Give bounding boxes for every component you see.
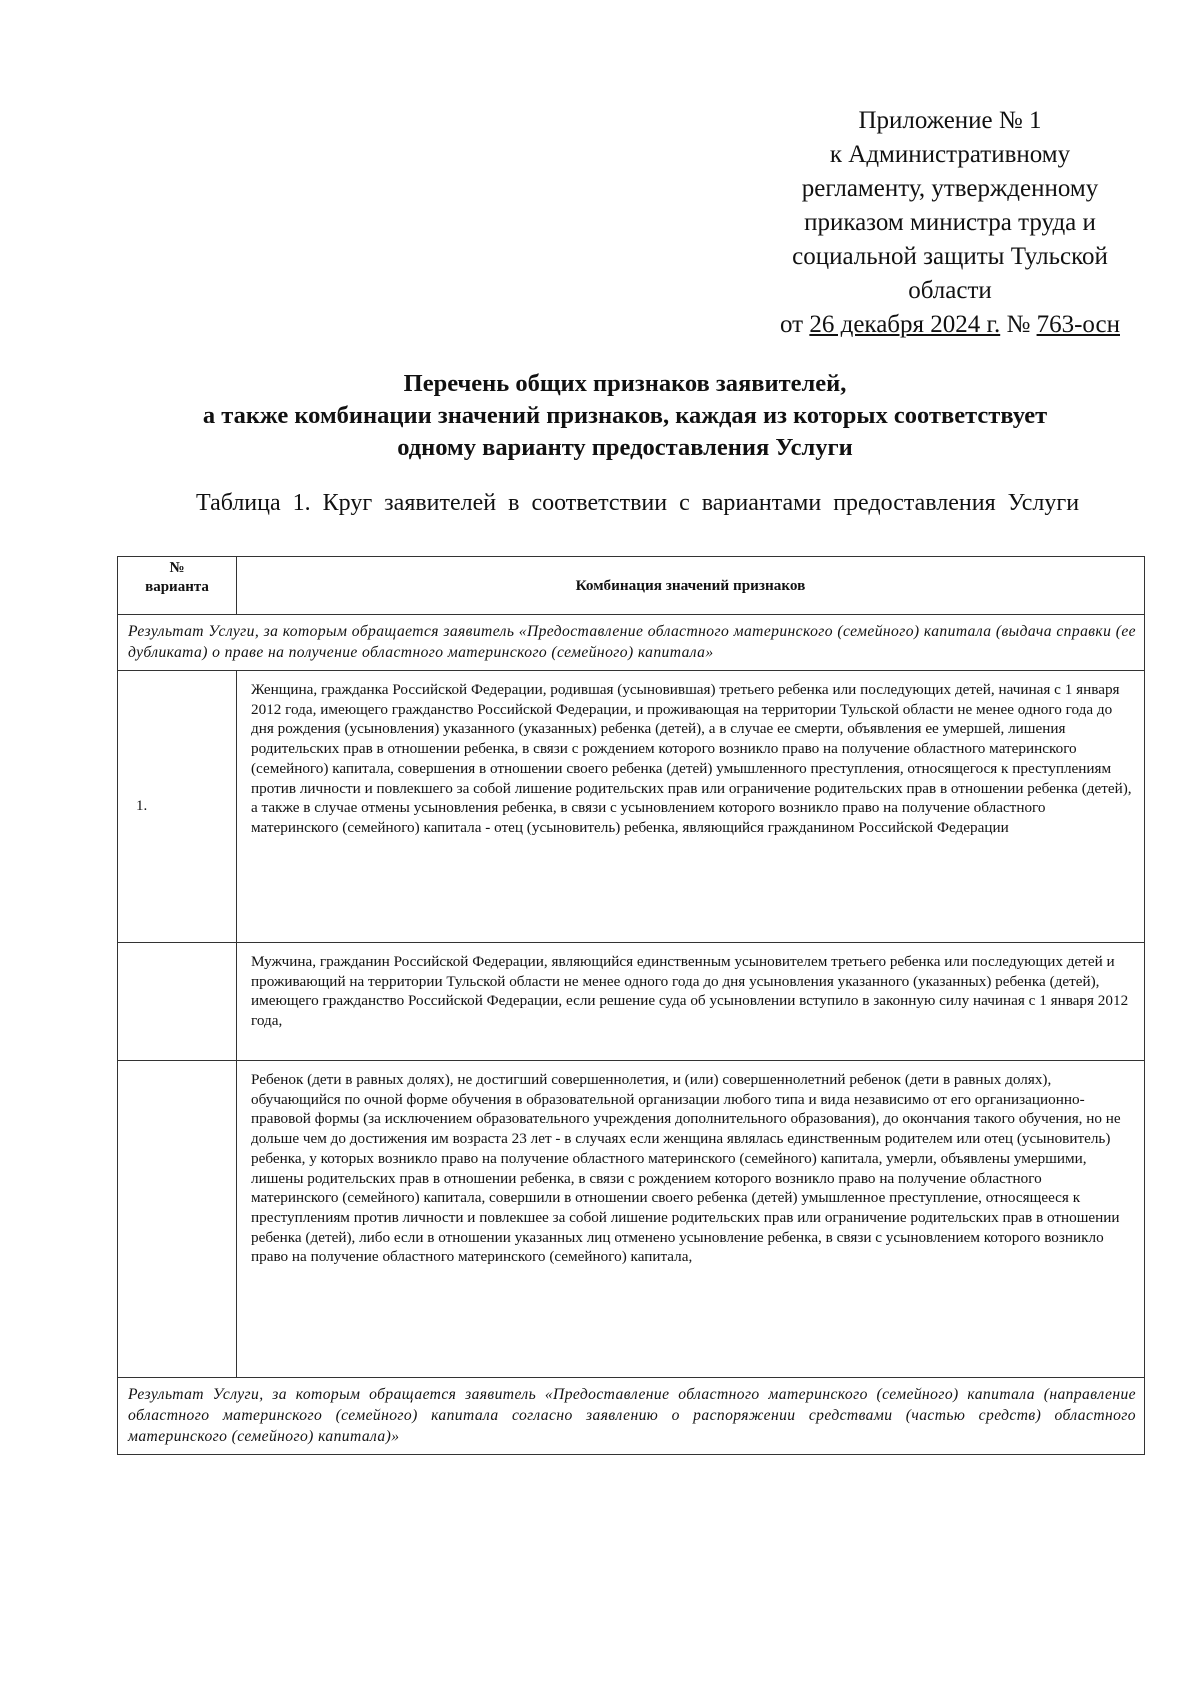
order-number: 763-осн bbox=[1036, 311, 1120, 338]
appendix-line: к Административному bbox=[829, 141, 1071, 168]
title-line: Перечень общих признаков заявителей, bbox=[403, 370, 847, 397]
table-row bbox=[118, 671, 1144, 943]
result-text: Результат Услуги, за которым обращается заявитель «Предоставление областного материнского (семейного) капитала (выдача справки (ее дубликата) о праве на получение областного материнского (семейного) капитала» bbox=[128, 623, 1136, 661]
result-row bbox=[118, 615, 1144, 671]
variant-number bbox=[118, 1061, 237, 1377]
result-row bbox=[118, 1378, 1144, 1454]
order-date: 26 декабря 2024 г. bbox=[809, 311, 1001, 338]
variant-number bbox=[118, 943, 237, 1060]
title-line: а также комбинации значений признаков, каждая из которых соответствует bbox=[202, 402, 1048, 429]
appendix-line: социальной защиты Тульской bbox=[792, 243, 1108, 270]
appendix-line: регламенту, утвержденному bbox=[801, 175, 1099, 202]
applicants-table bbox=[117, 556, 1145, 1455]
title-line: одному варианту предоставления Услуги bbox=[397, 434, 853, 461]
appendix-line: области bbox=[908, 277, 992, 304]
header-variant-label: варианта bbox=[145, 579, 209, 595]
appendix-title: Приложение № 1 bbox=[858, 107, 1042, 134]
table-row bbox=[118, 943, 1144, 1061]
table-row bbox=[118, 1061, 1144, 1378]
appendix-date-line bbox=[760, 308, 1140, 342]
header-variant-number bbox=[118, 557, 237, 614]
date-prefix: от bbox=[780, 311, 804, 338]
header-number-sign: № bbox=[169, 560, 185, 576]
combination-text: Мужчина, гражданин Российской Федерации, являющийся единственным усыновителем третьего ребенка или последующих детей и проживающий на территории Тульской области не менее одного года до дня усыновления указанного (указанных) ребенка (детей), имеющего гражданство Российской Федерации, если решение суда об усыновлении вступило в законную силу начиная с 1 января 2012 года, bbox=[251, 953, 1129, 1030]
header-combination: Комбинация значений признаков bbox=[575, 576, 806, 594]
table-caption: Таблица 1. Круг заявителей в соответствии с вариантами предоставления Услуги bbox=[196, 490, 1080, 516]
variant-number: 1. bbox=[118, 671, 237, 942]
appendix-block bbox=[760, 104, 1140, 342]
combination-text: Женщина, гражданка Российской Федерации, родившая (усыновившая) третьего ребенка или последующих детей, начиная с 1 января 2012 года, имеющего гражданство Российской Федерации, и проживающая на территории Тульской области не менее одного года до дня рождения (усыновления) указанного (указанных) ребенка (детей), а в случае ее смерти, объявления ее умершей, лишения родительских прав в отношении ребенка, в связи с рождением которого возникло право на получение областного материнского (семейного) капитала, совершения в отношении своего ребенка (детей) умышленного преступления, относящегося к преступлениям против личности и повлекшего за собой лишение родительских прав или ограничение родительских прав в отношении ребенка (детей), а также в случае отмены усыновления ребенка, в связи с усыновлением которого возникло право на получение областного материнского (семейного) капитала - отец (усыновитель) ребенка, являющийся гражданином Российской Федерации bbox=[251, 681, 1132, 836]
document-title bbox=[120, 368, 1130, 464]
appendix-line: приказом министра труда и bbox=[804, 209, 1096, 236]
table-header-row bbox=[118, 557, 1144, 615]
number-prefix: № bbox=[1006, 311, 1031, 338]
result-text: Результат Услуги, за которым обращается заявитель «Предоставление областного материнского (семейного) капитала (направление областного материнского (семейного) капитала согласно заявлению о распоряжении средствами (частью средств) областного материнского (семейного) капитала)» bbox=[128, 1386, 1136, 1445]
combination-text: Ребенок (дети в равных долях), не достигший совершеннолетия, и (или) совершеннолетний ребенок (дети в равных долях), обучающийся по очной форме обучения в образовательной организации любого типа и вида независимо от его организационно-правовой формы (за исключением образовательного учреждения дополнительного образования), до окончания такого обучения, но не дольше чем до достижения им возраста 23 лет - в случаях если женщина являлась единственным родителем или отец (усыновитель) ребенка, у которых возникло право на получение областного материнского (семейного) капитала, умерли, объявлены умершими, лишены родительских прав в отношении ребенка, в связи с рождением которого возникло право на получение областного материнского (семейного) капитала, совершили в отношении своего ребенка (детей) умышленное преступление, относящееся к преступлениям против личности и повлекшее за собой лишение родительских прав или ограничение родительских прав в отношении ребенка (детей), либо если в отношении указанных лиц отменено усыновление ребенка, в связи с усыновлением которого возникло право на получение областного материнского (семейного) капитала, bbox=[251, 1071, 1121, 1266]
